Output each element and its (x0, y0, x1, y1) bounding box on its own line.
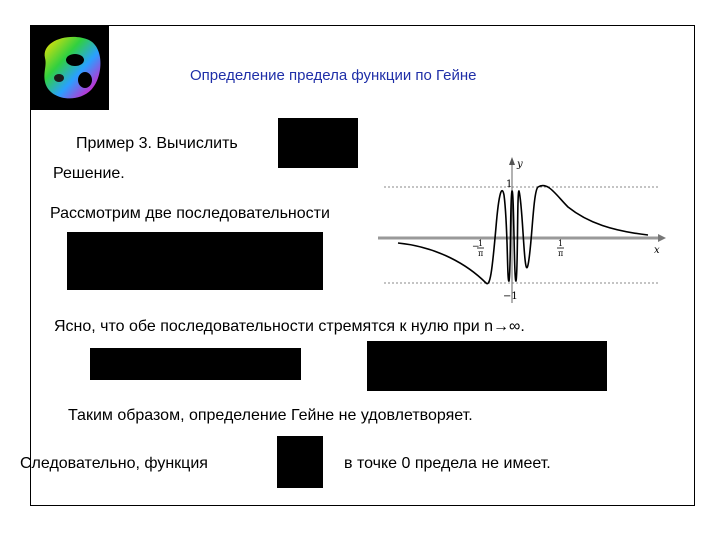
x-axis-label: x (654, 245, 660, 256)
tick-label-one: 1 (506, 179, 513, 190)
limit-formula-image-1 (90, 348, 301, 380)
both-tend-text: Ясно, что обе последовательности стремятся к нулю при n→∞. (54, 318, 525, 335)
y-axis-arrow-icon (509, 157, 515, 165)
logo-torus-icon (31, 26, 109, 110)
function-formula-image (277, 436, 323, 488)
y-axis-label: y (517, 159, 523, 170)
therefore-text-a: Следовательно, функция (20, 455, 208, 472)
tick-neg-frac-den: π (478, 249, 484, 258)
example-line (76, 135, 238, 153)
tick-neg-sign: − (472, 242, 480, 252)
page-title: Определение предела функции по Гейне (190, 67, 477, 84)
formula-limit-image (278, 118, 358, 168)
example-text: Вычислить (156, 135, 238, 152)
therefore-text-b: в точке 0 предела не имеет. (344, 455, 551, 472)
tick-pos-frac-den: π (558, 249, 564, 258)
limit-formula-image-2 (367, 341, 607, 391)
solution-label: Решение. (53, 165, 125, 182)
logo-image (31, 26, 109, 110)
sequences-formula-image (67, 232, 323, 290)
x-axis-arrow-icon (658, 234, 666, 242)
tick-neg-frac-num: 1 (478, 239, 484, 248)
thus-text: Таким образом, определение Гейне не удовлетворяет. (68, 407, 473, 424)
tick-pos-frac-num: 1 (558, 239, 564, 248)
graph-curve (398, 186, 648, 284)
example-label: Пример 3. (76, 135, 152, 152)
function-graph (378, 155, 668, 303)
consider-text: Рассмотрим две последовательности (50, 205, 330, 222)
tick-label-minus-one: −1 (503, 291, 518, 302)
